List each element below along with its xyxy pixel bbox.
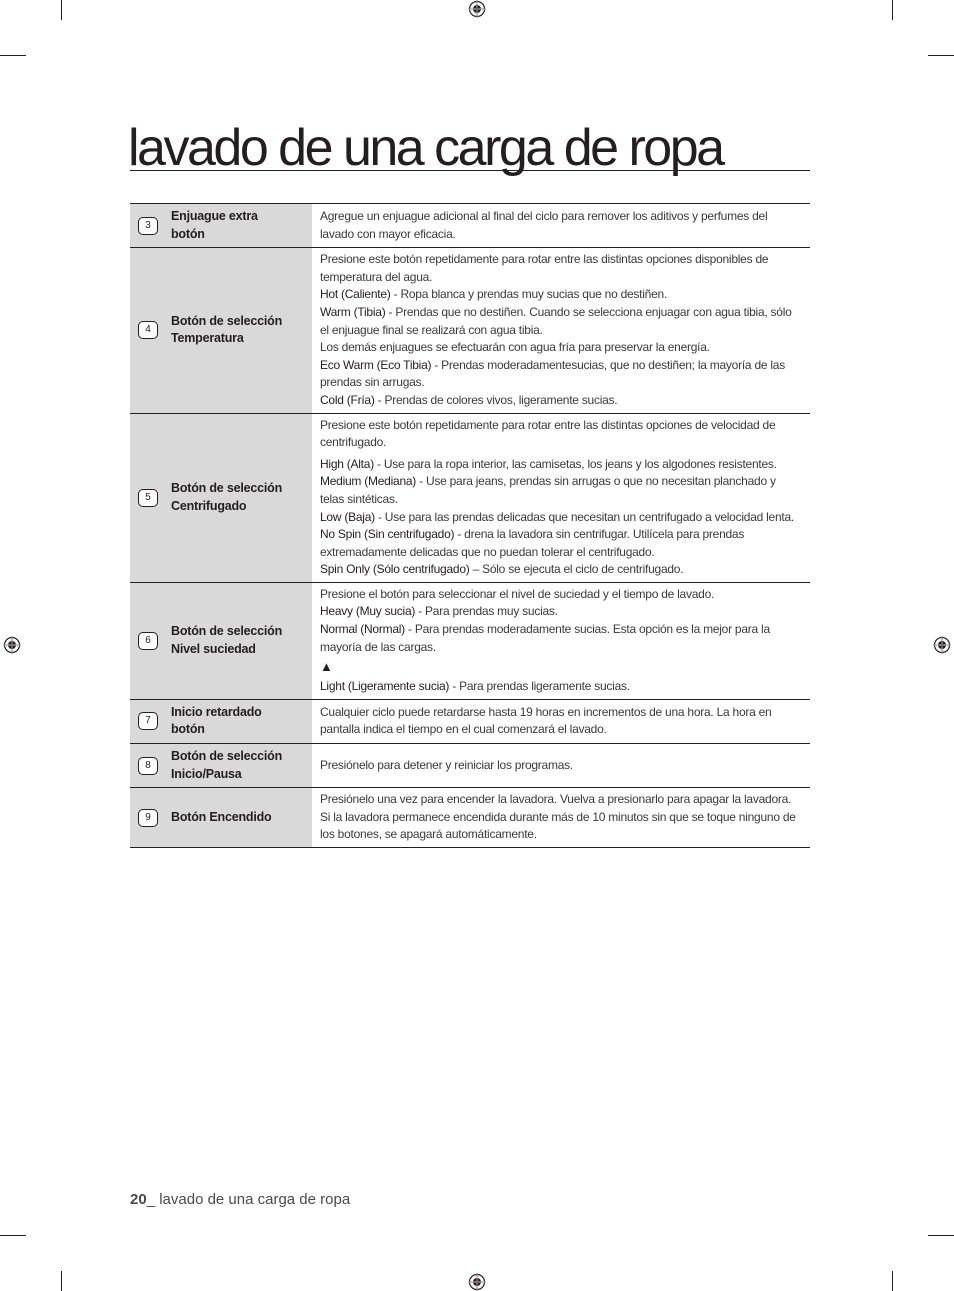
button-name-line: Enjuague extra [171, 209, 258, 223]
button-name-line: botón [171, 226, 205, 241]
footer-section: lavado de una carga de ropa [159, 1191, 351, 1208]
button-name-cell [130, 699, 312, 743]
button-number-badge: 8 [138, 757, 158, 775]
option-text: Cualquier ciclo puede retardarse hasta 19 horas en incrementos de una hora. La hora en pantalla indica el tiempo en el cual comenzará el lavado. [320, 704, 772, 737]
crop-mark [892, 1271, 893, 1291]
page-title-rule [128, 118, 810, 177]
description-line [320, 392, 802, 410]
option-term: High (Alta) [320, 456, 374, 471]
button-name-cell [130, 788, 312, 848]
button-name-line: Nivel suciedad [171, 641, 256, 656]
description-line [320, 561, 802, 579]
triangle-up-icon: ▲ [320, 659, 333, 675]
button-name-line: Temperatura [171, 331, 244, 346]
page-number: 20 [130, 1191, 147, 1208]
description-cell [312, 413, 810, 582]
description-line [320, 791, 802, 844]
option-term: Low (Baja) [320, 509, 375, 524]
button-name-line: Inicio retardado [171, 704, 262, 719]
button-name [171, 748, 282, 783]
description-cell [312, 204, 810, 248]
button-name [171, 809, 271, 827]
option-text: - Para prendas moderadamente sucias. Esta opción es la mejor para la mayoría de las cargas. [320, 622, 770, 654]
description-cell [312, 744, 810, 788]
button-name [171, 623, 282, 658]
button-name-line: Botón de selección [171, 481, 283, 496]
option-text: - Use para las prendas delicadas que necesitan un centrifugado a velocidad lenta. [374, 509, 794, 524]
page-title: lavado de una carga de ropa [128, 119, 723, 177]
button-name [171, 208, 258, 243]
description-line [320, 473, 802, 508]
description-line [320, 286, 802, 304]
button-name [171, 313, 282, 348]
option-text: – Sólo se ejecuta el ciclo de centrifugado. [469, 562, 684, 577]
button-number-badge: 6 [138, 632, 158, 650]
button-name-cell [130, 248, 312, 413]
button-name-line: Botón de selección [171, 624, 283, 639]
option-term: Hot (Caliente) [320, 287, 391, 302]
table-row [130, 699, 810, 743]
table-row [130, 788, 810, 848]
description-line [320, 603, 802, 621]
button-name-line: Botón Encendido [171, 809, 272, 824]
button-label-group [138, 480, 308, 515]
crop-mark [0, 1235, 26, 1236]
button-number-badge: 5 [138, 489, 158, 507]
footer-separator: _ [146, 1191, 160, 1208]
description-line [320, 678, 802, 696]
option-text: - Prendas moderadamentesucias, que no destiñen; la mayoría de las prendas sin arrugas. [320, 357, 785, 390]
option-text: Presione el botón para seleccionar el nivel de suciedad y el tiempo de lavado. [320, 586, 715, 601]
button-number-badge: 9 [138, 809, 158, 827]
button-name-cell [130, 744, 312, 788]
registration-mark-icon [468, 0, 486, 18]
description-cell [312, 699, 810, 743]
crop-mark [0, 55, 26, 56]
button-label-group [138, 623, 308, 658]
option-text: - Use para la ropa interior, las camisetas, los jeans y los algodones resistentes. [373, 456, 777, 471]
description-line [320, 704, 802, 739]
button-name-cell [130, 582, 312, 699]
button-number-badge: 4 [138, 321, 158, 339]
button-label-group [138, 809, 308, 827]
button-name [171, 480, 282, 515]
crop-mark [61, 0, 62, 20]
option-text: - Para prendas muy sucias. [415, 604, 558, 619]
description-line [320, 339, 802, 357]
button-label-group [138, 748, 308, 783]
registration-mark-icon [3, 636, 21, 654]
button-function-table [130, 203, 810, 848]
option-text: - drena la lavadora sin centrifugar. Utilícela para prendas extremadamente delicadas que no puedan tolerar el centrifugado. [320, 527, 745, 559]
table-row [130, 204, 810, 248]
table-row [130, 582, 810, 699]
option-text: Agregue un enjuague adicional al final del ciclo para remover los aditivos y perfumes del lavado con mayor eficacia. [320, 209, 768, 241]
option-text: Presione este botón repetidamente para rotar entre las distintas opciones disponibles de temperatura del agua. [320, 252, 769, 284]
description-line [320, 509, 802, 527]
option-text: Presiónelo una vez para encender la lavadora. Vuelva a presionarlo para apagar la lavadora. Si la lavadora permanece encendida durante más de 10 minutos sin que se toque ninguno de los botones, se apagará automáticamente. [320, 792, 796, 842]
option-term: Eco Warm (Eco Tibia) [320, 357, 432, 372]
description-line [320, 586, 802, 604]
button-name-line: Botón de selección [171, 313, 283, 328]
table-row [130, 413, 810, 582]
description-line [320, 757, 802, 775]
description-line [320, 208, 802, 243]
page-footer [130, 1191, 350, 1208]
option-term: Light (Ligeramente sucia) [320, 679, 450, 694]
description-line [320, 251, 802, 286]
option-text: - Use para jeans, prendas sin arrugas o que no necesitan planchado y telas sintéticas. [320, 474, 776, 506]
button-label-group [138, 704, 308, 739]
option-text: Los demás enjuagues se efectuarán con agua fría para preservar la energía. [320, 340, 710, 355]
option-term: Cold (Fría) [320, 392, 375, 407]
option-term: Medium (Mediana) [320, 474, 417, 489]
option-text: Presione este botón repetidamente para rotar entre las distintas opciones de velocidad de centrifugado. [320, 417, 776, 450]
crop-mark [892, 0, 893, 20]
description-line [320, 456, 802, 474]
table-row [130, 744, 810, 788]
description-cell [312, 248, 810, 413]
description-cell [312, 582, 810, 699]
button-name [171, 704, 262, 739]
button-label-group [138, 313, 308, 348]
option-text: Presiónelo para detener y reiniciar los programas. [320, 757, 573, 772]
description-line [320, 621, 802, 656]
description-cell [312, 788, 810, 848]
crop-mark [928, 1235, 954, 1236]
option-term: Heavy (Muy sucia) [320, 604, 416, 619]
description-line [320, 357, 802, 392]
option-term: Spin Only (Sólo centrifugado) [320, 562, 470, 577]
description-line [320, 304, 802, 339]
option-term: Warm (Tibia) [320, 304, 386, 319]
button-name-line: Botón de selección [171, 749, 283, 764]
button-number-badge: 3 [138, 217, 158, 235]
registration-mark-icon [933, 636, 951, 654]
button-label-group [138, 208, 308, 243]
button-name-line: Centrifugado [171, 498, 247, 513]
option-text: - Prendas de colores vivos, ligeramente sucias. [374, 392, 618, 407]
option-text: - Para prendas ligeramente sucias. [449, 679, 630, 694]
button-number-badge: 7 [138, 712, 158, 730]
button-name-cell [130, 204, 312, 248]
button-name-line: Inicio/Pausa [171, 766, 242, 781]
description-line [320, 417, 802, 452]
option-text: - Ropa blanca y prendas muy sucias que no destiñen. [390, 287, 668, 302]
button-name-line: botón [171, 722, 205, 737]
option-text: - Prendas que no destiñen. Cuando se selecciona enjuagar con agua tibia, sólo el enjuague final se realizará con agua tibia. [320, 304, 792, 337]
button-name-cell [130, 413, 312, 582]
crop-mark [61, 1271, 62, 1291]
option-term: Normal (Normal) [320, 622, 405, 637]
registration-mark-icon [468, 1273, 486, 1291]
crop-mark [928, 55, 954, 56]
description-line [320, 526, 802, 561]
option-term: No Spin (Sin centrifugado) [320, 527, 455, 542]
table-row [130, 248, 810, 413]
